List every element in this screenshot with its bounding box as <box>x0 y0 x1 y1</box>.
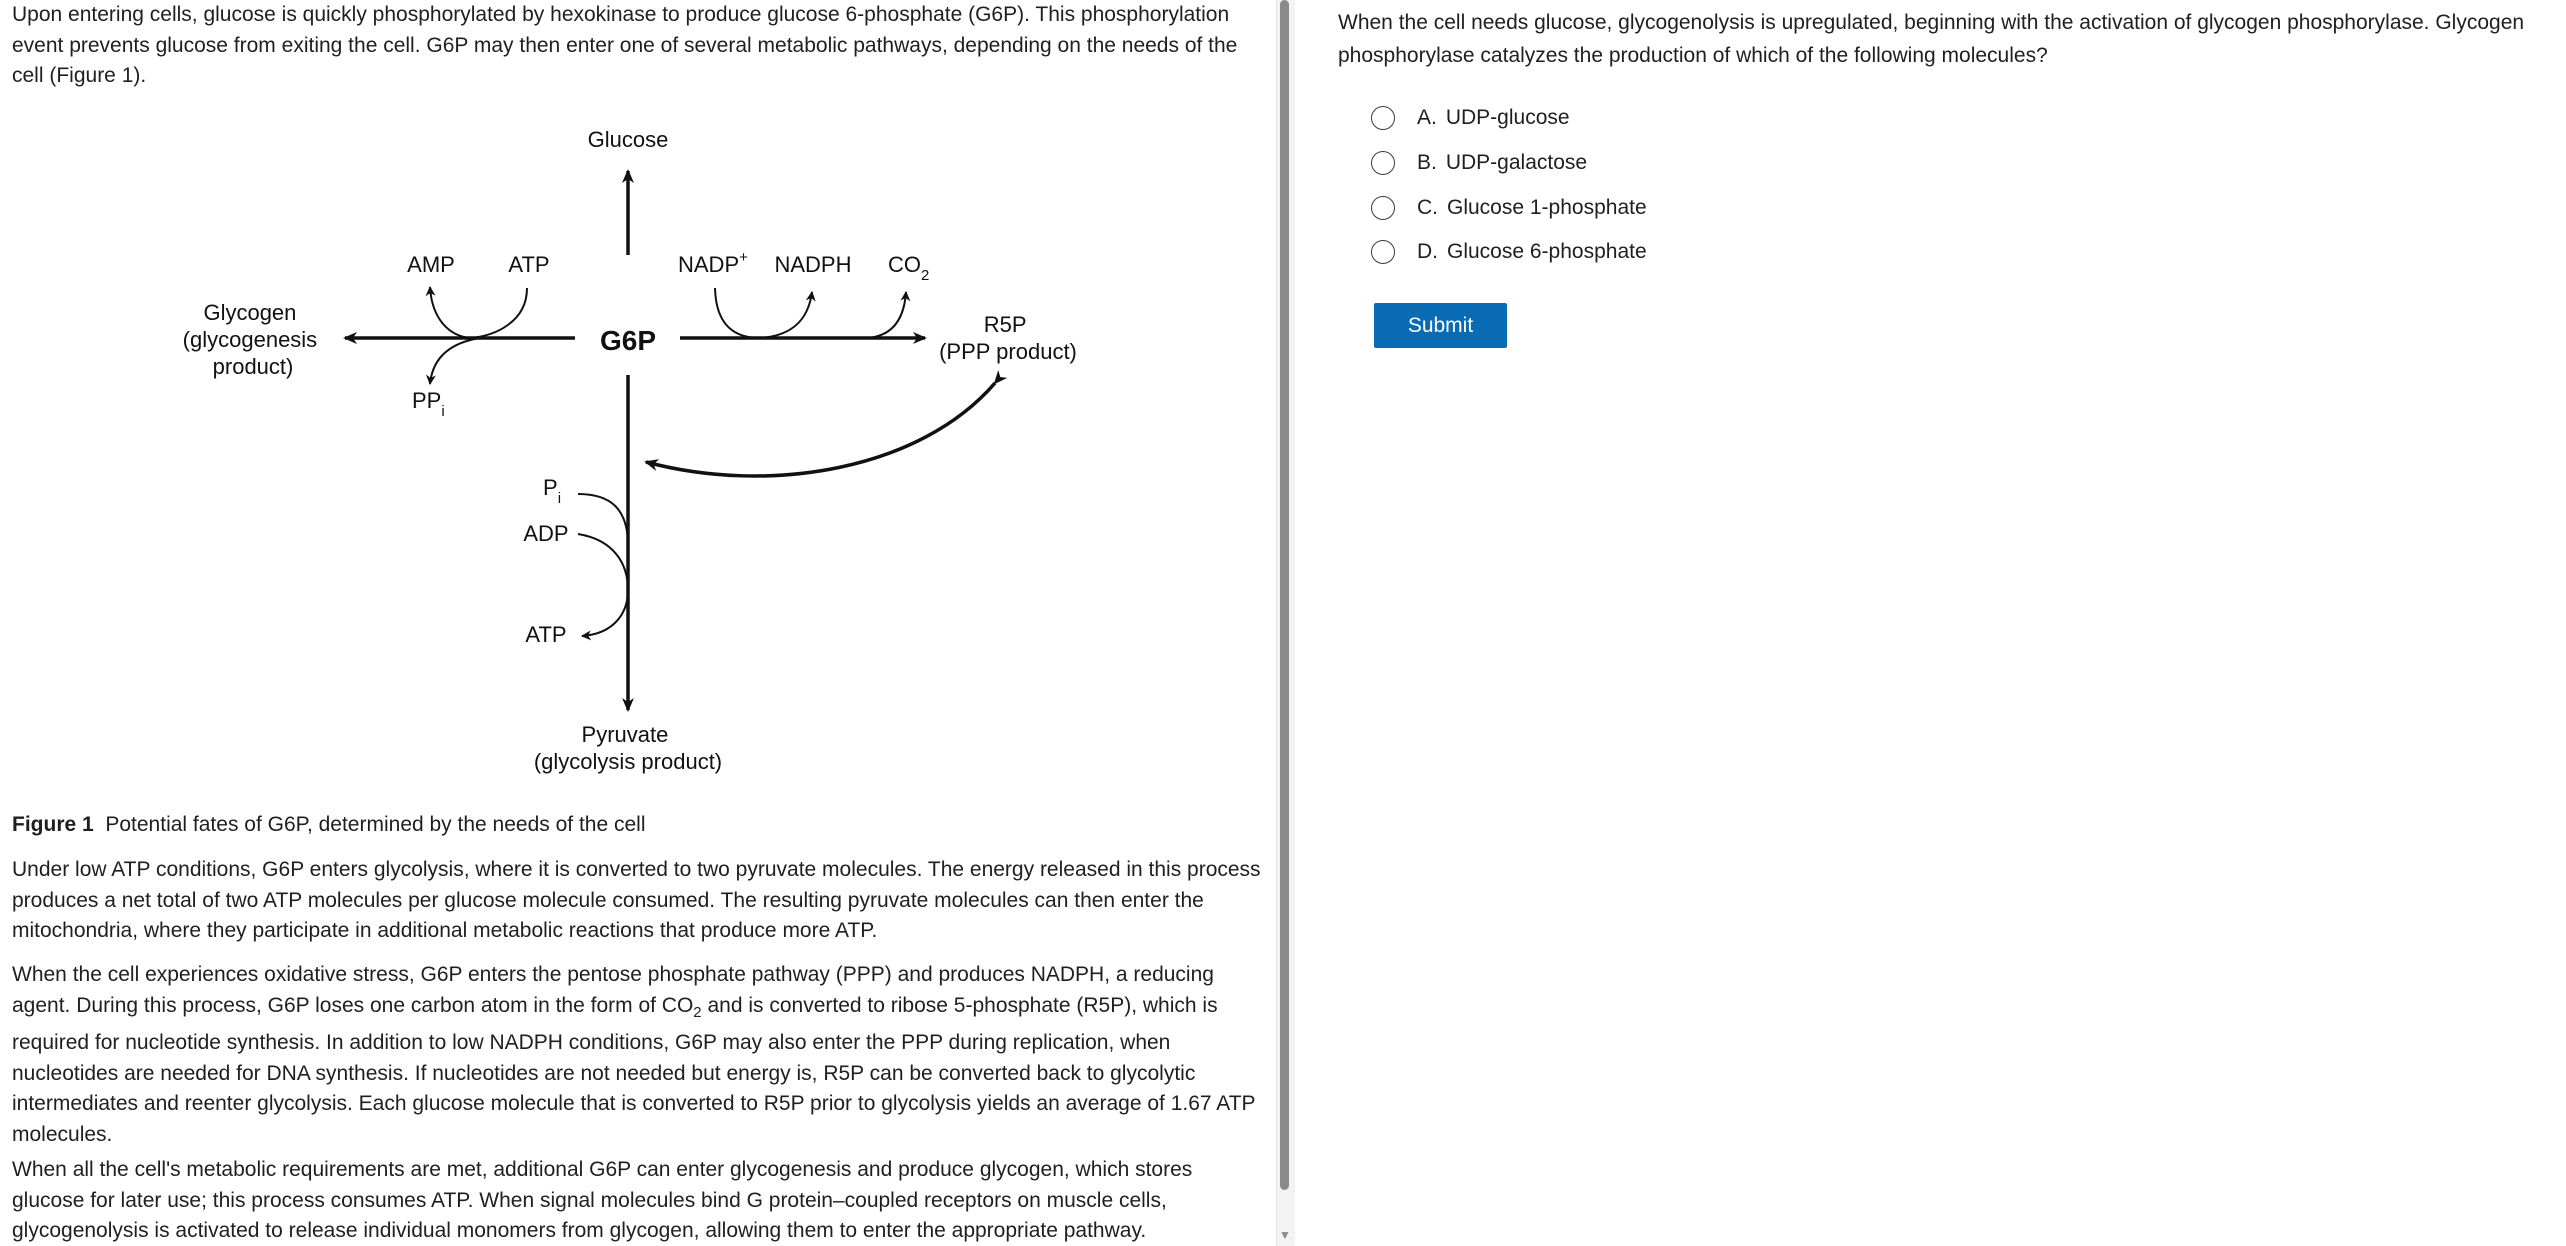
choice-d[interactable] <box>1371 230 1647 275</box>
atp-top-label: ATP <box>508 252 550 277</box>
pane-scrollbar-thumb[interactable] <box>1280 0 1289 1190</box>
choice-a-letter: A. <box>1417 106 1437 130</box>
question-pane <box>1296 0 2566 1246</box>
nadp-label: NADP+ <box>678 249 748 277</box>
figure-1-diagram <box>150 100 1150 800</box>
pi-in-curve <box>578 494 628 540</box>
scroll-down-arrow-icon[interactable]: ▼ <box>1279 1228 1291 1242</box>
adp-in-atp-out-curve <box>578 534 628 636</box>
r5p-label: R5P (PPP product) <box>939 312 1077 364</box>
choice-b-text: UDP-galactose <box>1445 151 1588 175</box>
passage-pane[interactable] <box>0 0 1276 1246</box>
ppi-label: $PP_i$ <box>412 388 445 420</box>
choice-b-radio[interactable] <box>1371 151 1395 175</box>
choice-a[interactable] <box>1371 96 1647 141</box>
pyruvate-label: Pyruvate (glycolysis product) <box>533 722 723 774</box>
r5p-to-glycolysis-arrow <box>646 383 995 476</box>
figure-caption-text: Potential fates of G6P, determined by the needs of the cell <box>105 813 646 836</box>
choice-a-text: UDP-glucose <box>1445 106 1570 130</box>
passage-intro: Upon entering cells, glucose is quickly phosphorylated by hexokinase to produce glucose 6-phosphate (G6P). This phosphorylation event prevents glucose from exiting the cell. G6P may then enter one of several metabolic pathways, depending on the needs of the cell (Figure 1). <box>12 3 1238 87</box>
glucose-label: Glucose <box>587 127 669 152</box>
choice-b[interactable] <box>1371 141 1647 186</box>
co2-out-curve <box>868 292 906 338</box>
adp-label: ADP <box>523 521 569 546</box>
choice-b-letter: B. <box>1417 151 1437 175</box>
atp-in-amp-out-curve <box>430 287 527 338</box>
atp-bottom-label: ATP <box>525 622 567 647</box>
answer-choices <box>1371 96 1647 275</box>
passage-glycogen: When all the cell's metabolic requirements are met, additional G6P can enter glycogenesis and produce glycogen, which stores glucose for later use; this process consumes ATP. When signal molecules bind G protein–coupled receptors on muscle cells, glycogenolysis is activated to release individual monomers from glycogen, allowing them to enter the appropriate pathway. <box>12 1158 1193 1242</box>
choice-d-radio[interactable] <box>1371 240 1395 264</box>
figure-caption-label: Figure 1 <box>12 813 94 836</box>
submit-button[interactable]: Submit <box>1374 303 1507 348</box>
nadph-label: NADPH <box>774 252 852 277</box>
choice-d-text: Glucose 6-phosphate <box>1447 240 1647 264</box>
ppi-out-curve <box>430 338 480 384</box>
choice-c-radio[interactable] <box>1371 196 1395 220</box>
glycogen-label: Glycogen (glycogenesis product) <box>182 300 318 379</box>
figure-caption <box>12 810 1262 841</box>
question-stem: When the cell needs glucose, glycogenolysis is upregulated, beginning with the activation of glycogen phosphorylase. Glycogen phosphorylase catalyzes the production of which of the following molecules? <box>1338 11 2525 67</box>
co2-label: $CO_2$ <box>888 252 930 284</box>
choice-c-letter: C. <box>1417 195 1438 219</box>
choice-c[interactable] <box>1371 185 1647 230</box>
amp-label: AMP <box>407 252 455 277</box>
choice-c-text: Glucose 1-phosphate <box>1447 195 1647 219</box>
pi-label: $P_i$ <box>543 475 562 507</box>
nadp-in-nadph-out-curve <box>715 288 812 338</box>
choice-a-radio[interactable] <box>1371 106 1395 130</box>
choice-d-letter: D. <box>1417 240 1438 264</box>
passage-glycolysis: Under low ATP conditions, G6P enters glycolysis, where it is converted to two pyruvate molecules. The energy released in this process produces a net total of two ATP molecules per glucose molecule consumed. The resulting pyruvate molecules can then enter the mitochondria, where they participate in additional metabolic reactions that produce more ATP. <box>12 858 1261 942</box>
g6p-label: G6P <box>599 325 657 356</box>
passage-ppp: When the cell experiences oxidative stress, G6P enters the pentose phosphate pathway (PPP) and produces NADPH, a reducing agent. During this process, G6P loses one carbon atom in the form of $CO_2$ and is converted to ribose 5-phosphate (R5P), which is required for nucleotide synthesis. In addition to low NADPH conditions, G6P may also enter the PPP during replication, when nucleotides are needed for DNA synthesis. If nucleotides are not needed but energy is, R5P can be converted back to glycolytic intermediates and reenter glycolysis. Each glucose molecule that is converted to R5P prior to glycolysis yields an average of 1.67 ATP molecules. <box>12 963 1256 1146</box>
